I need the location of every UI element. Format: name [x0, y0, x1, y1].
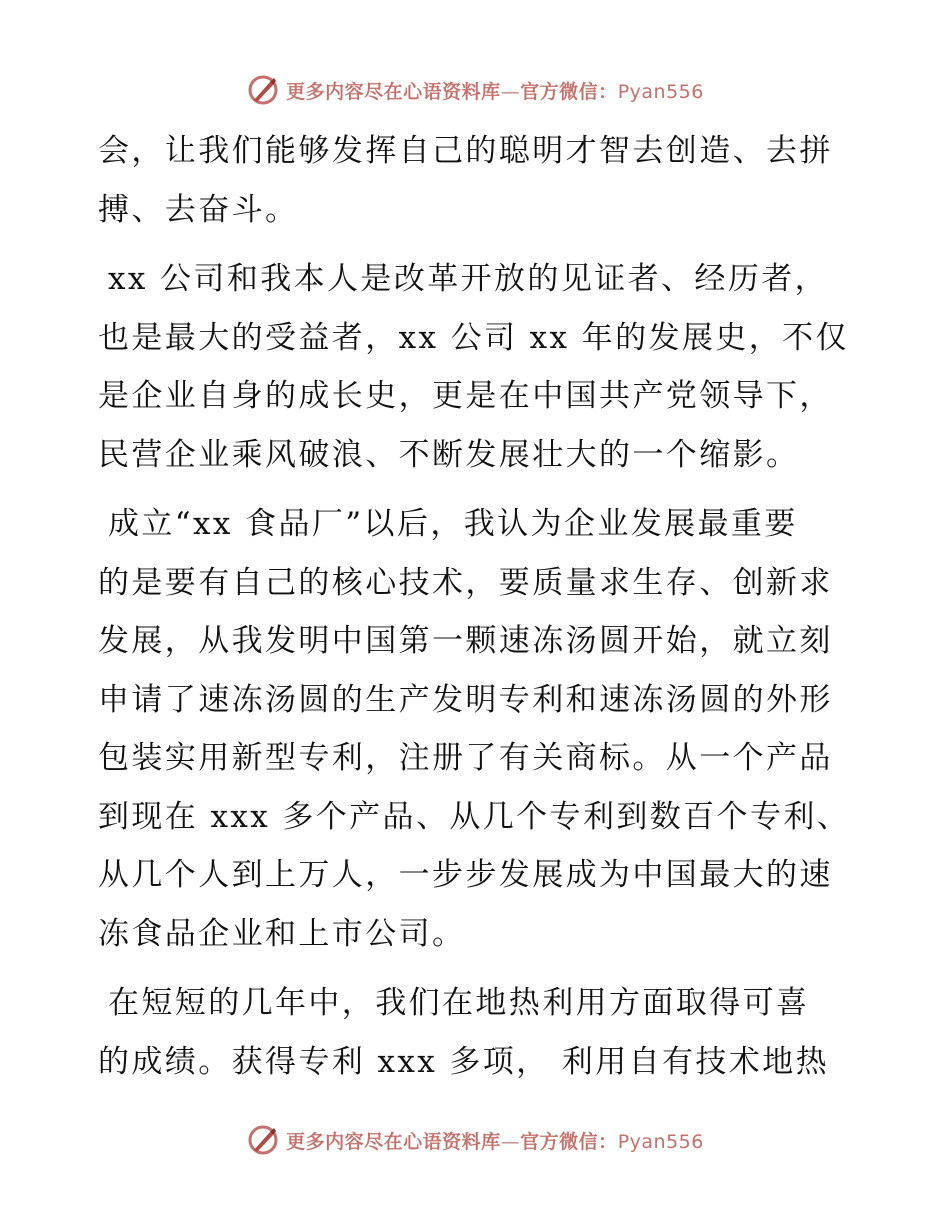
- text-line: 的是要有自己的核心技术，要质量求生存、创新求: [98, 564, 833, 601]
- text-line: 搏、去奋斗。: [98, 191, 299, 228]
- pen-in-circle-logo-icon: [246, 1123, 280, 1157]
- text-line: 是企业自身的成长史，更是在中国共产党领导下，: [98, 378, 833, 414]
- footer-watermark: [0, 1120, 950, 1160]
- text-line: 会，让我们能够发挥自己的聪明才智去创造、去拼: [98, 133, 833, 169]
- text-line: 包装实用新型专利，注册了有关商标。从一个产品: [98, 740, 833, 776]
- header-watermark: [0, 70, 950, 110]
- watermark-text: 更多内容尽在心语资料库—官方微信：Pyan556: [286, 1130, 704, 1153]
- paragraph-3: [98, 495, 858, 963]
- paragraph-2: [98, 250, 858, 484]
- text-line: 发展，从我发明中国第一颗速冻汤圆开始，就立刻: [98, 623, 833, 659]
- text-line: 冻食品企业和上市公司。: [98, 915, 466, 952]
- text-line: xx 公司和我本人是改革开放的见证者、经历者，: [108, 261, 829, 297]
- text-line: 也是最大的受益者，xx 公司 xx 年的发展史，不仅: [98, 319, 849, 356]
- paragraph-1: [98, 122, 858, 239]
- watermark-text: 更多内容尽在心语资料库—官方微信：Pyan556: [286, 80, 704, 103]
- text-line: 到现在 xxx 多个产品、从几个专利到数百个专利、: [98, 798, 851, 835]
- text-line: 申请了速冻汤圆的生产发明专利和速冻汤圆的外形: [98, 681, 833, 718]
- text-line: 民营企业乘风破浪、不断发展壮大的一个缩影。: [98, 436, 800, 473]
- text-line: 从几个人到上万人，一步步发展成为中国最大的速: [98, 857, 833, 893]
- document-body: [98, 122, 858, 1102]
- paragraph-4: [98, 974, 858, 1091]
- pen-in-circle-logo-icon: [246, 73, 280, 107]
- text-line: 在短短的几年中，我们在地热利用方面取得可喜: [108, 985, 810, 1021]
- text-line: 成立“xx 食品厂”以后，我认为企业发展最重要: [108, 506, 798, 542]
- text-line: 的成绩。获得专利 xxx 多项， 利用自有技术地热: [98, 1043, 830, 1080]
